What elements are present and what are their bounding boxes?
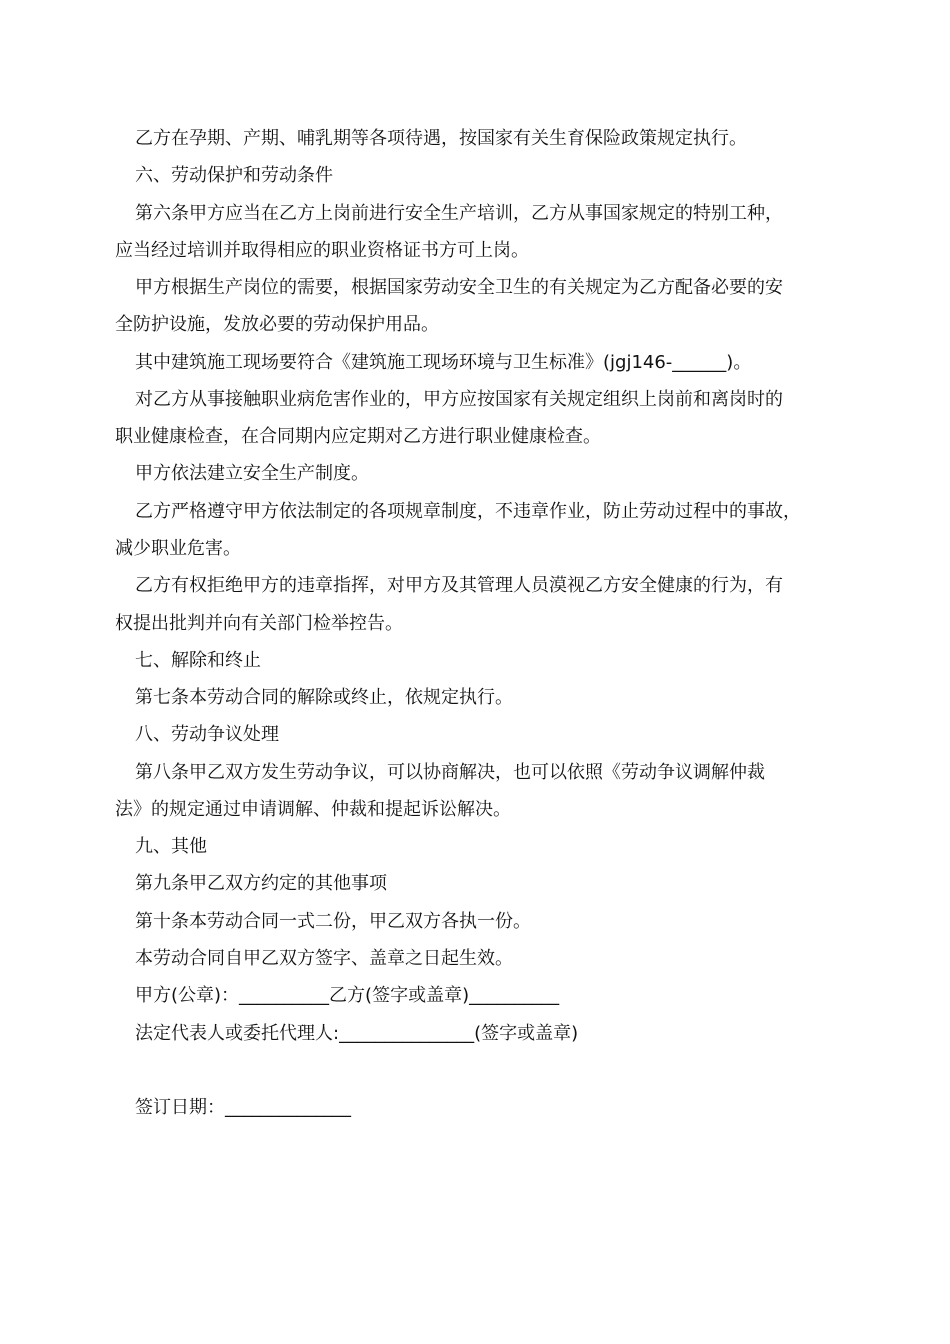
paragraph-refusal-right-line-1: 乙方有权拒绝甲方的违章指挥，对甲方及其管理人员漠视乙方安全健康的行为，有 [135, 575, 783, 596]
signature-line-parties: 甲方(公章)：__________乙方(签字或盖章)__________ [135, 985, 560, 1006]
section-heading-other: 九、其他 [135, 836, 207, 857]
paragraph-effective-date: 本劳动合同自甲乙双方签字、盖章之日起生效。 [135, 948, 513, 969]
article-10: 第十条本劳动合同一式二份，甲乙双方各执一份。 [135, 911, 531, 932]
article-7: 第七条本劳动合同的解除或终止，依规定执行。 [135, 687, 513, 708]
article-8-line-2: 法》的规定通过申请调解、仲裁和提起诉讼解决。 [115, 799, 511, 820]
paragraph-safety-equipment-line-2: 全防护设施，发放必要的劳动保护用品。 [115, 314, 439, 335]
paragraph-compliance-line-1: 乙方严格遵守甲方依法制定的各项规章制度，不违章作业，防止劳动过程中的事故， [135, 501, 801, 522]
paragraph-safety-system: 甲方依法建立安全生产制度。 [135, 463, 369, 484]
section-heading-termination: 七、解除和终止 [135, 650, 261, 671]
paragraph-safety-equipment-line-1: 甲方根据生产岗位的需要，根据国家劳动安全卫生的有关规定为乙方配备必要的安 [135, 277, 783, 298]
paragraph-health-check-line-2: 职业健康检查，在合同期内应定期对乙方进行职业健康检查。 [115, 426, 601, 447]
paragraph-health-check-line-1: 对乙方从事接触职业病危害作业的，甲方应按国家有关规定组织上岗前和离岗时的 [135, 389, 783, 410]
section-heading-labor-protection: 六、劳动保护和劳动条件 [135, 165, 333, 186]
article-6-line-2: 应当经过培训并取得相应的职业资格证书方可上岗。 [115, 240, 529, 261]
article-6-line-1: 第六条甲方应当在乙方上岗前进行安全生产培训，乙方从事国家规定的特别工种， [135, 203, 783, 224]
signing-date-line: 签订日期：______________ [135, 1097, 351, 1118]
paragraph-compliance-line-2: 减少职业危害。 [115, 538, 241, 559]
article-8-line-1: 第八条甲乙双方发生劳动争议，可以协商解决，也可以依照《劳动争议调解仲裁 [135, 762, 765, 783]
paragraph-construction-standard: 其中建筑施工现场要符合《建筑施工现场环境与卫生标准》(jgj146-______)。 [135, 352, 752, 373]
section-heading-dispute: 八、劳动争议处理 [135, 724, 279, 745]
article-9: 第九条甲乙双方约定的其他事项 [135, 873, 387, 894]
paragraph-maternity-benefits: 乙方在孕期、产期、哺乳期等各项待遇，按国家有关生育保险政策规定执行。 [135, 128, 747, 149]
paragraph-refusal-right-line-2: 权提出批判并向有关部门检举控告。 [115, 613, 403, 634]
signature-line-representative: 法定代表人或委托代理人:_______________(签字或盖章) [135, 1023, 579, 1044]
